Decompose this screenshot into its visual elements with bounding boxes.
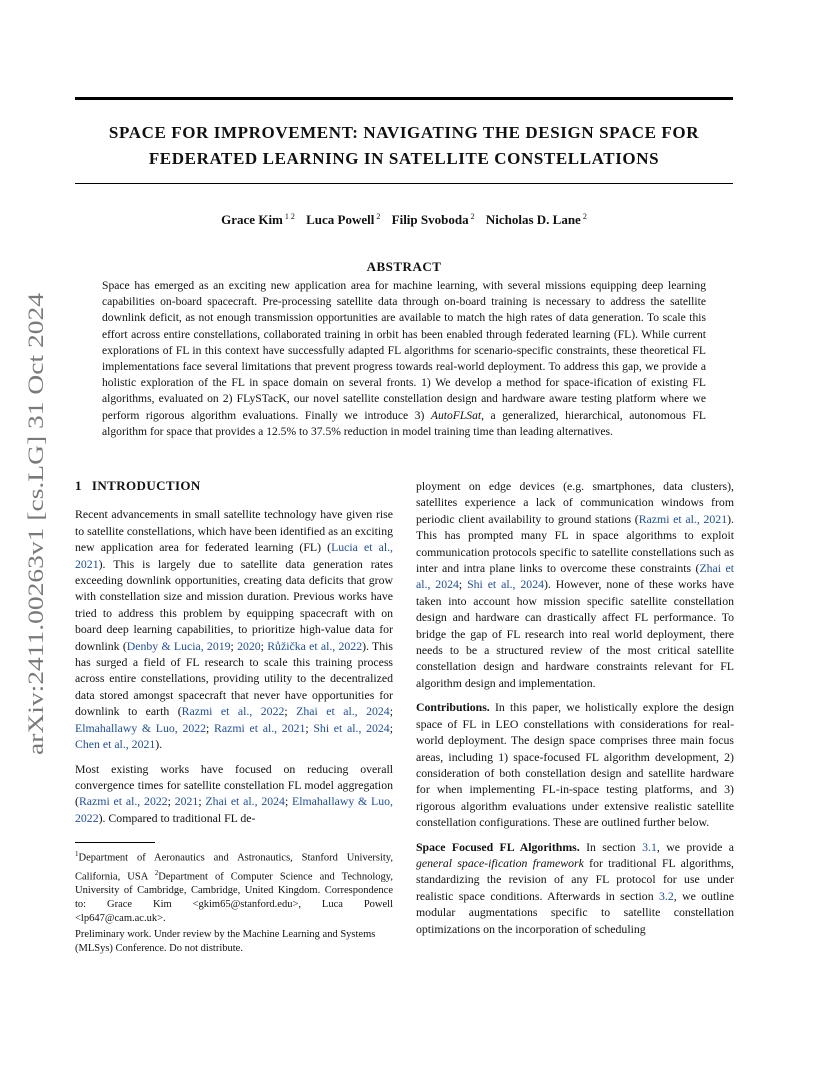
paragraph-heading: Space Focused FL Algorithms.: [416, 839, 580, 854]
citation-link[interactable]: Zhai et al., 2024: [296, 704, 390, 719]
author-list: [75, 212, 733, 228]
citation-link[interactable]: Zhai et al., 2024: [205, 794, 285, 809]
citation-link[interactable]: Shi et al., 2024: [467, 577, 544, 592]
abstract-heading: ABSTRACT: [366, 259, 442, 274]
citation-link[interactable]: Chen et al., 2021: [75, 737, 156, 752]
intro-paragraph-2: Most existing works have focused on reducing overall convergence times for satellite constellation FL model aggregation (Razmi et al., 2022; 2021; Zhai et al., 2024; Elmahallawy & Luo, 2022). Compared to traditional FL de-: [75, 761, 393, 825]
abstract-text: Space has emerged as an exciting new application area for machine learning, with several missions equipping deep learning capabilities on-board spacecraft. Pre-processing satellite data through on-board training is necessary to address the satellite downlink deficit, as not enough transmission opportunities are available to match the high rates of data generation. To scale this effort across entire constellations, collaborated training in orbit has been enabled through federated learning (FL). While current explorations of FL in this context have successfully adapted FL algorithms for scenario-specific constraints, these theoretical FL implementations face several limitations that prevent progress towards real-world deployment. To address this gap, we provide a holistic exploration of the FL in space domain on several fronts. 1) We develop a method for space-ification of existing FL algorithms, evaluated on 2) FLySTacK, our novel satellite constellation design and hardware aware testing platform where we perform rigorous algorithm evaluations. Finally we introduce 3) AutoFLSat, a generalized, hierarchical, autonomous FL algorithm for space that provides a 12.5% to 37.5% reduction in model training time than leading alternatives.: [102, 279, 706, 438]
left-column: [75, 478, 393, 834]
affiliation-footnote: $^1$Department of Aeronautics and Astronautics, Stanford University, California, USA $^2$Department of Computer Science and Technology, University of Cambridge, Cambridge, United Kingdom. Correspondence to: Grace Kim <gkim65@stanford.edu>, Luca Powell <lp647@cam.ac.uk>.: [75, 850, 393, 924]
citation-link[interactable]: Zhai et al., 2024: [416, 561, 734, 592]
preliminary-notice: Preliminary work. Under review by the Machine Learning and Systems (MLSys) Conference. Do not distribute.: [75, 929, 376, 954]
title-line-2: FEDERATED LEARNING IN SATELLITE CONSTELLATIONS: [148, 149, 660, 168]
arxiv-stamp-svg: [23, 293, 49, 755]
citation-link[interactable]: 2020: [237, 638, 261, 653]
contributions-paragraph: Contributions. In this paper, we holistically explore the design space of FL in LEO constellations with considerations for real-world deployment. The design space comprises three main focus areas, including 1) space-focused FL algorithm development, 2) consideration of both constellation design and satellite hardware for when implementing FL-in-space testing platforms, and 3) rigorous algorithm evaluations under extensive realistic satellite constellation configurations. These are outlined further below.: [416, 700, 734, 830]
intro-paragraph-3: ployment on edge devices (e.g. smartphones, data clusters), satellites experience a lack of communication windows from periodic client availability to ground stations (Razmi et al., 2021). This has prompted many FL in space algorithms to exploit communication protocols specific to satellite constellations such as inter and intra plane links to overcome these constraints (Zhai et al., 2024; Shi et al., 2024). However, none of these works have taken into account how mission specific satellite constellation design and hardware can drastically affect FL performance. To bridge the gap of FL research into real world deployment, there needs to be a structured review of the most critical satellite constellation design and hardware constraints relevant for FL algorithm design and implementation.: [416, 479, 735, 690]
author: Grace Kim $^{1 2}$: [221, 212, 295, 228]
intro-paragraph-1: Recent advancements in small satellite technology have given rise to satellite constellations, which have been identified as an exciting new application area for federated learning (FL) (Lucia et al., 2021). This is largely due to satellite data generation rates exceeding downlink opportunities, creating data deficits that grow with constellation size and mission duration. Previous works have tried to address this problem by equipping spacecraft with on board deep learning capabilities, to prioritize high-value data for downlink (Denby & Lucia, 2019; 2020; Růžička et al., 2022). This has surged a field of FL research to scale this training process across entire constellations, providing utility to the decentralized data stored amongst spacecraft that never have opportunities for downlink to earth (Razmi et al., 2022; Zhai et al., 2024; Elmahallawy & Luo, 2022; Razmi et al., 2021; Shi et al., 2024; Chen et al., 2021).: [75, 507, 393, 752]
citation-link[interactable]: 2021: [174, 794, 199, 809]
citation-link[interactable]: Růžička et al., 2022: [267, 638, 363, 653]
citation-link[interactable]: Razmi et al., 2021: [638, 511, 728, 526]
space-focused-paragraph: Space Focused FL Algorithms. In section 3.1, we provide a general space-ification framework for traditional FL algorithms, standardizing the revision of any FL protocol for use under realistic space conditions. Afterwards in section 3.2, we outline modular augmentations specific to satellite constellation optimizations on the incorporation of scheduling: [416, 839, 735, 936]
citation-link[interactable]: Razmi et al., 2022: [181, 704, 285, 719]
title-top-rule: [75, 97, 733, 100]
citation-link[interactable]: Elmahallawy & Luo, 2022: [75, 720, 207, 735]
citation-link[interactable]: Razmi et al., 2021: [214, 720, 306, 735]
citation-link[interactable]: Shi et al., 2024: [313, 720, 390, 735]
author: Luca Powell $^2$: [306, 212, 381, 228]
author: Filip Svoboda $^2$: [391, 212, 475, 228]
author: Nicholas D. Lane $^2$: [485, 212, 587, 228]
section-link[interactable]: 3.1: [642, 839, 657, 854]
section-heading-introduction: 1 INTRODUCTION: [75, 478, 201, 493]
arxiv-stamp-text: arXiv:2411.00263v1 [cs.LG] 31 Oct 2024: [23, 385, 48, 755]
arxiv-stamp: [23, 293, 49, 755]
title-line-1: SPACE FOR IMPROVEMENT: NAVIGATING THE DESIGN SPACE FOR: [108, 123, 700, 142]
citation-link[interactable]: Elmahallawy & Luo, 2022: [75, 794, 393, 825]
footnote-rule: [75, 842, 155, 843]
title-bottom-rule: [75, 183, 733, 184]
citation-link[interactable]: Razmi et al., 2022: [78, 794, 168, 809]
citation-link[interactable]: Denby & Lucia, 2019: [126, 638, 231, 653]
right-column: [416, 478, 734, 945]
paragraph-heading: Contributions.: [416, 700, 490, 715]
section-link[interactable]: 3.2: [658, 888, 674, 903]
citation-link[interactable]: Lucia et al., 2021: [75, 540, 393, 571]
paper-title: [75, 120, 733, 172]
